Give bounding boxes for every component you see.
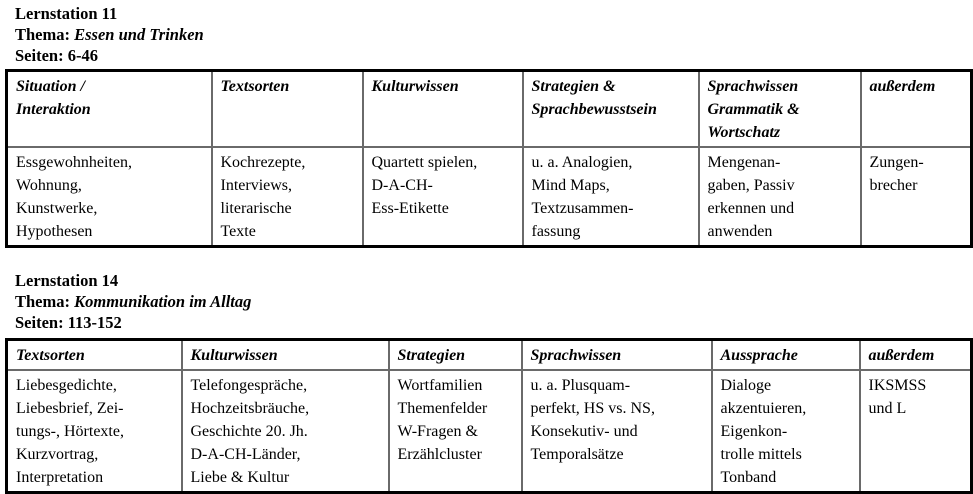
table-row [7,370,972,493]
cell-line: Zungen- [869,154,924,171]
cell-line: anwenden [707,223,773,240]
table-cell [712,370,860,493]
table-cell [212,147,363,247]
header-line: Sprachwissen [707,78,799,95]
thema-value: Essen und Trinken [74,25,204,44]
header-line: Textsorten [220,78,290,95]
cell-line: IKSMSS [868,377,927,394]
cell-line: Geschichte 20. Jh. [190,423,308,440]
cell-line: und L [868,400,907,417]
table-cell [7,147,212,247]
column-header [523,71,699,148]
cell-line: trolle mittels [720,446,802,463]
station2-title: Lernstation 14 [15,271,119,290]
column-header [522,340,712,371]
cell-line: Liebe & Kultur [190,469,290,486]
cell-line: Mengenan- [707,154,781,171]
column-header [861,71,972,148]
table-cell [861,147,972,247]
table-cell [389,370,522,493]
table-cell [182,370,389,493]
table-cell [522,370,712,493]
thema-value: Kommunikation im Alltag [74,292,252,311]
station2-heading [15,270,251,333]
header-line: Situation / [16,78,85,95]
cell-line: Kurzvortrag, [16,446,99,463]
cell-line: u. a. Analogien, [531,154,633,171]
table-cell [363,147,523,247]
cell-line: Themenfelder [397,400,488,417]
cell-line: Konsekutiv- und [530,423,638,440]
cell-line: erkennen und [707,200,795,217]
cell-line: brecher [869,177,918,194]
header-line: außerdem [869,78,936,95]
column-header [860,340,972,371]
seiten-label: Seiten: [15,313,64,332]
column-header [182,340,389,371]
cell-line: Kochrezepte, [220,154,306,171]
header-line: Strategien [397,347,466,364]
cell-line: Hypothesen [16,223,93,240]
header-line: Grammatik & [707,101,800,118]
cell-line: Interpretation [16,469,104,486]
header-line: Textsorten [16,347,85,364]
table-header-row [7,71,972,148]
seiten-value: 113-152 [67,313,122,332]
column-header [363,71,523,148]
cell-line: gaben, Passiv [707,177,795,194]
header-line: Kulturwissen [190,347,278,364]
column-header [712,340,860,371]
column-header [212,71,363,148]
station1-heading [15,3,204,66]
cell-line: Textzusammen- [531,200,634,217]
cell-line: Wohnung, [16,177,82,194]
cell-line: Kunstwerke, [16,200,98,217]
header-line: Aussprache [720,347,798,364]
table-row [7,147,972,247]
table-cell [7,370,182,493]
cell-line: Temporalsätze [530,446,624,463]
station1-table [5,69,973,248]
column-header [699,71,861,148]
header-line: Wortschatz [707,124,781,141]
cell-line: Dialoge [720,377,772,394]
cell-line: Telefongespräche, [190,377,308,394]
thema-label: Thema: [15,292,70,311]
cell-line: Erzählcluster [397,446,482,463]
cell-line: Eigenkon- [720,423,788,440]
cell-line: tungs-, Hörtexte, [16,423,124,440]
column-header [389,340,522,371]
station1-thema [15,24,204,45]
cell-line: D-A-CH-Länder, [190,446,301,463]
column-header [7,340,182,371]
header-line: Sprachwissen [530,347,622,364]
cell-line: Wortfamilien [397,377,483,394]
cell-line: Ess-Etikette [371,200,449,217]
cell-line: akzentuieren, [720,400,807,417]
cell-line: u. a. Plusquam- [530,377,631,394]
seiten-value: 6-46 [67,46,98,65]
cell-line: Quartett spielen, [371,154,478,171]
cell-line: perfekt, HS vs. NS, [530,400,655,417]
table-cell [699,147,861,247]
header-line: Kulturwissen [371,78,459,95]
cell-line: Hochzeitsbräuche, [190,400,310,417]
station2-table [5,338,973,494]
cell-line: W-Fragen & [397,423,478,440]
header-line: Interaktion [16,101,91,118]
header-line: außerdem [868,347,935,364]
cell-line: Liebesbrief, Zei- [16,400,124,417]
cell-line: Liebesgedichte, [16,377,117,394]
seiten-label: Seiten: [15,46,64,65]
column-header [7,71,212,148]
header-line: Strategien & [531,78,616,95]
cell-line: Interviews, [220,177,293,194]
cell-line: D-A-CH- [371,177,433,194]
station2-thema [15,291,251,312]
header-line: Sprachbewusstsein [531,101,657,118]
cell-line: Mind Maps, [531,177,610,194]
thema-label: Thema: [15,25,70,44]
station1-title: Lernstation 11 [15,4,118,23]
cell-line: fassung [531,223,581,240]
table-cell [523,147,699,247]
table-header-row [7,340,972,371]
cell-line: Tonband [720,469,777,486]
station1-seiten [15,45,204,66]
cell-line: literarische [220,200,292,217]
table-cell [860,370,972,493]
station2-seiten [15,312,251,333]
cell-line: Essgewohnheiten, [16,154,132,171]
cell-line: Texte [220,223,256,240]
